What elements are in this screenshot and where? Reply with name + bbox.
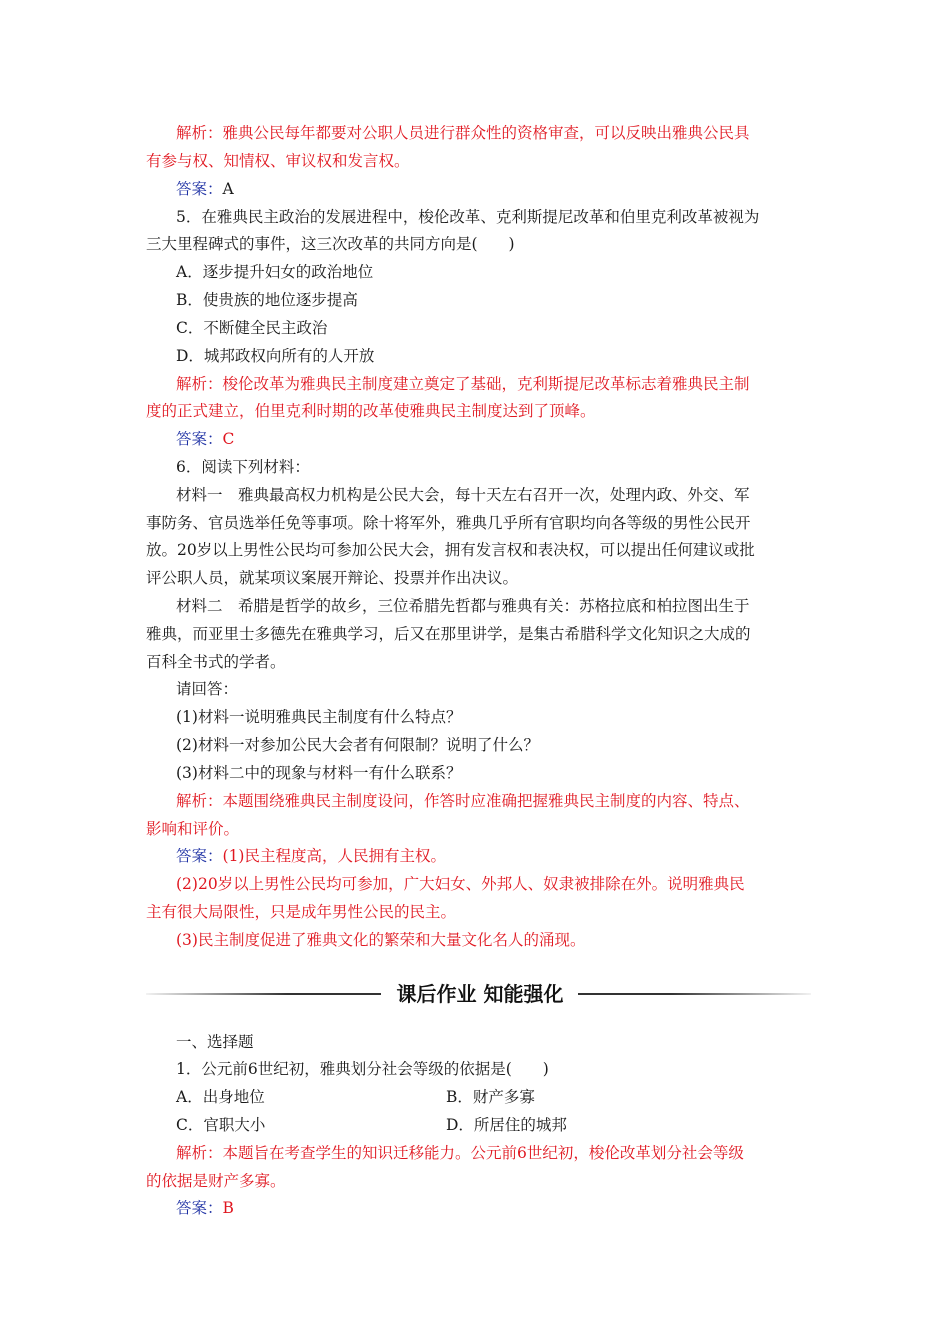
material-2-line: 百科全书式的学者。 — [146, 653, 286, 671]
answer-label: 答案： — [176, 430, 223, 448]
analysis-text: 本题围绕雅典民主制度设问，作答时应准确把握雅典民主制度的内容、特点、 — [222, 792, 750, 810]
material-1-line: 材料一 雅典最高权力机构是公民大会，每十天左右召开一次，处理内政、外交、军 — [176, 486, 750, 504]
analysis-line — [176, 123, 841, 143]
question-1-option-a: A．出身地位 — [176, 1088, 265, 1106]
material-1-line: 事防务、官员选举任免等事项。除十将军外，雅典几乎所有官职均向各等级的男性公民开 — [146, 514, 751, 532]
material-2-line: 雅典，而亚里士多德先在雅典学习，后又在那里讲学，是集古希腊科学文化知识之大成的 — [146, 625, 751, 643]
analysis-line — [176, 791, 841, 811]
question-1-option-b: B．财产多寡 — [446, 1088, 535, 1106]
question-1-stem: 1．公元前6世纪初，雅典划分社会等级的依据是( ) — [176, 1060, 549, 1078]
analysis-text-continued: 影响和评价。 — [146, 820, 240, 838]
material-1-line: 放。20岁以上男性公民均可参加公民大会，拥有发言权和表决权，可以提出任何建议或批 — [146, 541, 755, 559]
analysis-text: 梭伦改革为雅典民主制度建立奠定了基础，克利斯提尼改革标志着雅典民主制 — [222, 375, 750, 393]
analysis-line — [176, 374, 841, 394]
analysis-line — [176, 1143, 841, 1163]
answer-line — [176, 429, 841, 449]
answer-prompt: 请回答： — [176, 680, 239, 698]
question-5-option-b: B．使贵族的地位逐步提高 — [176, 291, 358, 309]
divider-rule-left — [146, 993, 381, 995]
answer-line — [176, 179, 841, 199]
answer-line — [176, 846, 841, 866]
material-2-line: 材料二 希腊是哲学的故乡，三位希腊先哲都与雅典有关：苏格拉底和柏拉图出生于 — [176, 597, 750, 615]
question-5-option-d: D．城邦政权向所有的人开放 — [176, 347, 375, 365]
answer-label: 答案： — [176, 847, 223, 865]
analysis-label: 解析： — [176, 792, 223, 810]
answer-3: (3)民主制度促进了雅典文化的繁荣和大量文化名人的涌现。 — [176, 931, 586, 949]
analysis-text: 雅典公民每年都要对公职人员进行群众性的资格审查，可以反映出雅典公民具 — [222, 124, 750, 142]
section-title: 课后作业 知能强化 — [396, 982, 564, 1006]
question-6-stem: 6．阅读下列材料： — [176, 458, 310, 476]
section-heading: 一、选择题 — [176, 1033, 254, 1051]
question-1-option-c: C．官职大小 — [176, 1116, 266, 1134]
answer-label: 答案： — [176, 1199, 223, 1217]
sub-question-1: (1)材料一说明雅典民主制度有什么特点？ — [176, 708, 462, 726]
material-1-line: 评公职人员，就某项议案展开辩论、投票并作出决议。 — [146, 569, 519, 587]
question-5-stem: 5．在雅典民主政治的发展进程中，梭伦改革、克利斯提尼改革和伯里克利改革被视为 — [176, 208, 760, 226]
divider-rule-right — [578, 993, 811, 995]
question-1-option-d: D．所居住的城邦 — [446, 1116, 567, 1134]
answer-value: A — [222, 180, 234, 198]
analysis-label: 解析： — [176, 124, 223, 142]
analysis-label: 解析： — [176, 375, 223, 393]
question-5-option-a: A．逐步提升妇女的政治地位 — [176, 263, 374, 281]
answer-1: (1)民主程度高，人民拥有主权。 — [222, 847, 446, 865]
answer-line — [176, 1198, 841, 1218]
answer-value: B — [222, 1199, 234, 1217]
question-5-stem-continued: 三大里程碑式的事件，这三次改革的共同方向是( ) — [146, 235, 515, 253]
answer-2-continued: 主有很大局限性，只是成年男性公民的民主。 — [146, 903, 457, 921]
question-1-options-row-1 — [176, 1087, 841, 1107]
analysis-text-continued: 的依据是财产多寡。 — [146, 1172, 286, 1190]
answer-value: C — [222, 430, 235, 448]
sub-question-3: (3)材料二中的现象与材料一有什么联系？ — [176, 764, 462, 782]
analysis-text-continued: 有参与权、知情权、审议权和发言权。 — [146, 152, 410, 170]
question-5-option-c: C．不断健全民主政治 — [176, 319, 328, 337]
answer-label: 答案： — [176, 180, 223, 198]
analysis-text: 本题旨在考查学生的知识迁移能力。公元前6世纪初，梭伦改革划分社会等级 — [222, 1144, 744, 1162]
analysis-label: 解析： — [176, 1144, 223, 1162]
sub-question-2: (2)材料一对参加公民大会者有何限制？说明了什么？ — [176, 736, 539, 754]
question-1-options-row-2 — [176, 1115, 841, 1135]
section-divider — [146, 976, 811, 1012]
answer-2: (2)20岁以上男性公民均可参加，广大妇女、外邦人、奴隶被排除在外。说明雅典民 — [176, 875, 745, 893]
analysis-text-continued: 度的正式建立，伯里克利时期的改革使雅典民主制度达到了顶峰。 — [146, 402, 596, 420]
